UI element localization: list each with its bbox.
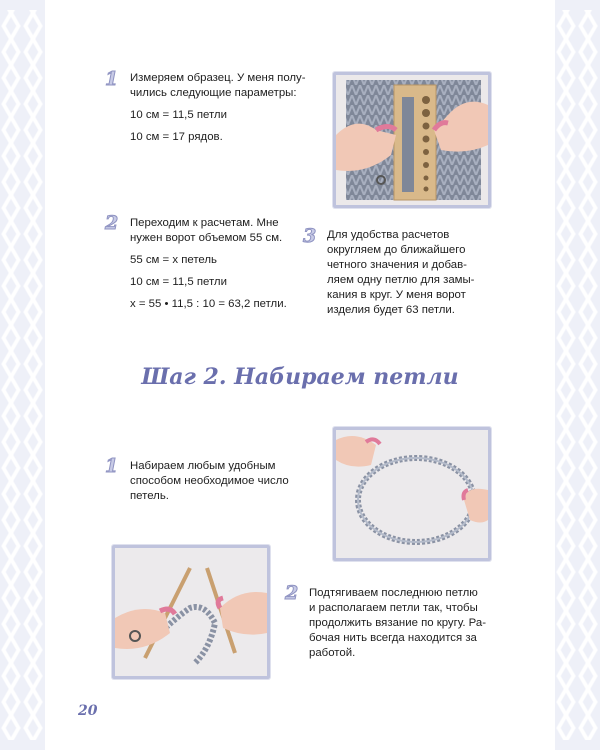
step-2-heading: Шаг 2. Набираем петли	[141, 364, 459, 390]
join-round-line: Подтягиваем последнюю петлю	[309, 587, 478, 599]
needles-photo	[112, 545, 270, 679]
rounding-line: округляем до ближайшего	[327, 244, 466, 256]
rounding-line: кания в круг. У меня ворот	[327, 289, 466, 301]
cast-on-line: петель.	[130, 490, 169, 502]
rounding-line: ляем одну петлю для замы-	[327, 274, 475, 286]
calc-x-stitches: 55 см = х петель	[130, 254, 217, 266]
step2-number-1: 1	[105, 455, 119, 477]
join-round-line: и располагаем петли так, чтобы	[309, 602, 478, 614]
measure-line: чились следующие параметры:	[130, 87, 297, 99]
cast-on-text-block	[130, 459, 310, 504]
calc-line: нужен ворот объемом 55 см.	[130, 232, 283, 244]
gauge-rows: 10 см = 17 рядов.	[130, 131, 223, 143]
rounding-line: изделия будет 63 петли.	[327, 304, 455, 316]
step-number-1: 1	[105, 68, 119, 90]
cast-on-circle-photo	[333, 427, 491, 561]
calc-text-block	[130, 216, 320, 319]
step-number-3: 3	[303, 225, 317, 247]
calc-line: Переходим к расчетам. Мне	[130, 217, 279, 229]
calc-formula: х = 55 • 11,5 : 10 = 63,2 петли.	[130, 298, 287, 310]
gauge-ruler-photo	[333, 72, 491, 208]
calc-gauge: 10 см = 11,5 петли	[130, 276, 227, 288]
join-round-text-block	[309, 586, 509, 661]
cast-on-line: способом необходимое число	[130, 475, 289, 487]
cast-on-line: Набираем любым удобным	[130, 460, 276, 472]
page-number: 20	[78, 703, 98, 719]
rounding-line: Для удобства расчетов	[327, 229, 450, 241]
measure-text-block	[130, 71, 330, 152]
join-round-line: бочая нить всегда находится за	[309, 632, 477, 644]
step2-number-2: 2	[285, 582, 299, 604]
gauge-stitches: 10 см = 11,5 петли	[130, 109, 227, 121]
rounding-line: четного значения и добав-	[327, 259, 467, 271]
join-round-line: работой.	[309, 647, 356, 659]
rounding-text-block	[327, 228, 507, 318]
join-round-line: продолжить вязание по кругу. Ра-	[309, 617, 487, 629]
measure-line: Измеряем образец. У меня полу-	[130, 72, 306, 84]
step-number-2: 2	[105, 212, 119, 234]
